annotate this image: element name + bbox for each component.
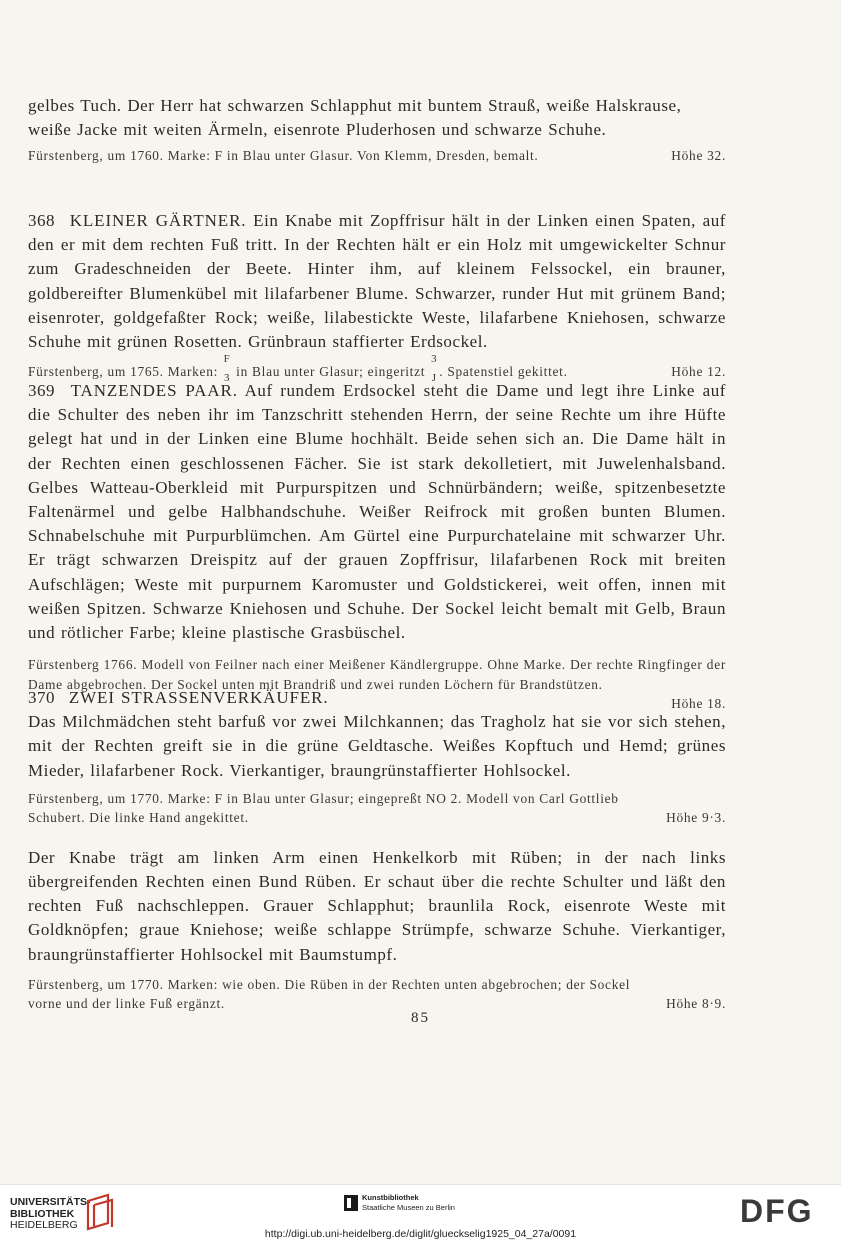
permalink-url[interactable]: http://digi.ub.uni-heidelberg.de/diglit/glueckselig1925_04_27a/0091 xyxy=(264,1228,577,1240)
entry-369 xyxy=(28,379,726,714)
uni-line: HEIDELBERG xyxy=(10,1219,78,1231)
height-note: Höhe 8·9. xyxy=(666,996,726,1012)
caption-text: Fürstenberg, um 1770. Marke: F in Blau unter Glasur; eingepreßt NO 2. Modell von Carl Gottlieb xyxy=(28,790,619,806)
uni-line: UNIVERSITÄTS- xyxy=(10,1196,91,1208)
height-note: Höhe 32. xyxy=(671,148,726,164)
caption-text: Schubert. Die linke Hand angekittet. xyxy=(28,810,249,826)
university-library-name xyxy=(10,1197,91,1232)
caption-text: Fürstenberg 1766. Modell von Feilner nach einer Meißener Kändlergruppe. Ohne Marke. Der rechte Ringfinger der Dame abgebrochen. Der Sockel unten mit Brandriß und zwei runden Löchern für Brandstützen. xyxy=(28,657,726,692)
continuation-block xyxy=(28,94,726,166)
entry-368 xyxy=(28,209,726,383)
dfg-text: DFG xyxy=(740,1195,814,1225)
caption-text: vorne und der linke Fuß ergänzt. xyxy=(28,996,225,1012)
kb-line: Kunstbibliothek xyxy=(362,1193,419,1202)
caption-text: . Spatenstiel gekittet. xyxy=(439,364,568,380)
entry-370 xyxy=(28,686,726,1014)
digitization-footer xyxy=(0,1184,841,1245)
entry-description: Das Milchmädchen steht barfuß vor zwei Milchkannen; das Tragholz hat sie vor sich stehen, mit der Rechten greift sie in die grüne Geldtasche. Weißes Kopftuch und Hemd; grünes Mieder, lilafarbener Rock. Vierkantiger, braungrünstaffierter Hohlsockel. xyxy=(28,712,726,780)
entry-title: ZWEI STRASSENVERKÄUFER. xyxy=(68,688,329,707)
caption-line xyxy=(28,808,726,828)
entry-title: TANZENDES PAAR. xyxy=(70,381,238,400)
page-number: 85 xyxy=(411,1010,430,1026)
entry-number: 370 xyxy=(28,688,55,707)
university-logo-icon xyxy=(84,1193,116,1231)
uni-line: BIBLIOTHEK xyxy=(10,1207,75,1220)
caption-line xyxy=(28,146,726,166)
entry-text xyxy=(28,686,726,783)
entry-text xyxy=(28,379,726,645)
entry-description: Auf rundem Erdsockel steht die Dame und legt ihre Linke auf die Schulter des neben ihr im Tanzschritt stehenden Herrn, der seine Rechte um ihre Hüfte gelegt hat und in der Linken eine Blume hochhält. Beide sehen sich an. Die Dame hält in der Rechten einen geschlossenen Fächer. Sie ist stark dekolletiert, mit Juwelenhalsband. Gelbes Watteau-Oberkleid mit Purpurspitzen und Schnürbändern; weiße, spitzenbesetzte Faltenärmel und gelbe Halbhandschuhe. Weißer Reifrock mit großen bunten Blumen. Schnabelschuhe mit Purpurblümchen. Am Gürtel eine Purpurchatelaine mit schwarzer Uhr. Er trägt schwarzen Dreispitz auf der grauen Zopffrisur, lilafarbenen Rock mit breiten Aufschlägen; Weste mit purpurnem Karomuster und Goldstickerei, weit offen, innen mit weißen Spitzen. Schwarze Kniehosen und Schuhe. Der Sockel leicht bemalt mit Gelb, Braun und rötlicher Farbe; kleine plastische Grasbüschel. xyxy=(28,381,726,643)
caption-text: Fürstenberg, um 1770. Marken: wie oben. Die Rüben in der Rechten unten abgebrochen; der Sockel xyxy=(28,976,631,992)
dfg-logo xyxy=(740,1195,830,1225)
caption-text: Fürstenberg, um 1760. Marke: F in Blau unter Glasur. Von Klemm, Dresden, bemalt. xyxy=(28,148,539,164)
entry-text xyxy=(28,209,726,354)
kb-line: Staatliche Museen zu Berlin xyxy=(362,1203,455,1212)
mark-bottom: J xyxy=(431,371,437,384)
mark-top: 3 xyxy=(431,352,438,365)
caption-text: Fürstenberg, um 1765. Marken: xyxy=(28,364,219,380)
entry-number: 368 xyxy=(28,211,55,230)
body-line: weiße Jacke mit weiten Ärmeln, eisenrote Pluderhosen und schwarze Schuhe. xyxy=(28,120,607,140)
height-note: Höhe 18. xyxy=(671,696,726,712)
entry-description: Ein Knabe mit Zopffrisur hält in der Linken einen Spaten, auf den er mit dem rechten Fuß tritt. In der Rechten hält er ein Holz mit umgewickelter Schnur zum Gradeschneiden der Beete. Hinter ihm, auf kleinem Felssockel, ein brauner, goldbereifter Blumenkübel mit lilafarbener Blume. Schwarzer, runder Hut mit grünem Band; eisenroter, goldgefaßter Rock; weiße, lilabestickte Weste, lilafarbene Kniehosen, schwarze Schuhe mit grünen Rosetten. Grünbraun staffierter Erdsockel. xyxy=(28,211,726,352)
caption-text: in Blau unter Glasur; eingeritzt xyxy=(236,364,426,380)
kunstbibliothek-name xyxy=(362,1193,455,1213)
entry-title: KLEINER GÄRTNER. xyxy=(69,211,247,230)
entry-number: 369 xyxy=(28,381,55,400)
mark-bottom: 3 xyxy=(223,371,231,384)
mark-top: F xyxy=(223,352,231,365)
kunstbibliothek-logo-icon xyxy=(344,1195,358,1211)
body-line: gelbes Tuch. Der Herr hat schwarzen Schlapphut mit buntem Strauß, weiße Halskrause, xyxy=(28,96,682,115)
height-note: Höhe 12. xyxy=(671,364,726,380)
height-note: Höhe 9·3. xyxy=(666,810,726,826)
entry-description-2: Der Knabe trägt am linken Arm einen Henkelkorb mit Rüben; in der nach links übergreifenden Rechten einen Bund Rüben. Er schaut über die rechte Schulter und läßt den rechten Fuß nachschleppen. Grauer Schlapphut; braunlila Rock, eisenrote Weste mit Goldknöpfen; graue Kniehose; weiße schlappe Strümpfe, schwarze Schuhe. Vierkantiger, braungrünstaffierter Hohlsockel mit Baumstumpf. xyxy=(28,847,726,964)
